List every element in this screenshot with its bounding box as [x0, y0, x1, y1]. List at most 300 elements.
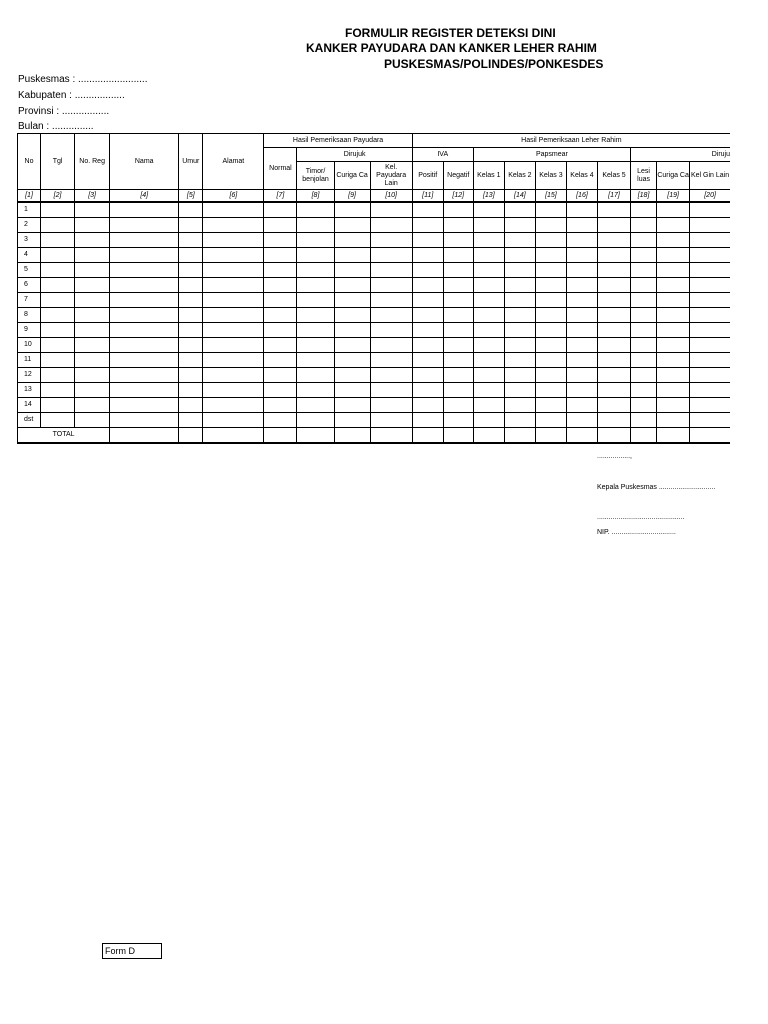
table-cell [690, 323, 730, 338]
signature-name-line: ............................................. [597, 514, 685, 521]
table-cell [41, 413, 75, 428]
table-cell [631, 248, 657, 263]
table-cell [443, 248, 473, 263]
table-cell [443, 338, 473, 353]
table-cell [597, 383, 630, 398]
table-cell [473, 383, 504, 398]
table-cell [443, 263, 473, 278]
column-index-cell: [12] [443, 190, 473, 203]
table-cell [443, 233, 473, 248]
table-cell [657, 308, 690, 323]
table-cell [443, 368, 473, 383]
header-no-reg: No. Reg [75, 134, 110, 190]
total-cell [597, 428, 630, 444]
table-cell [566, 368, 597, 383]
table-cell [690, 383, 730, 398]
table-cell [566, 308, 597, 323]
table-cell [179, 353, 203, 368]
table-cell [370, 338, 412, 353]
table-cell [597, 278, 630, 293]
header-positif: Positif [412, 162, 443, 190]
table-cell [412, 323, 443, 338]
row-number: 11 [18, 353, 41, 368]
row-number: 10 [18, 338, 41, 353]
table-cell [597, 248, 630, 263]
table-cell [264, 353, 297, 368]
table-cell [412, 278, 443, 293]
table-cell [297, 383, 334, 398]
table-cell [110, 218, 179, 233]
table-cell [535, 308, 566, 323]
table-cell [334, 278, 370, 293]
table-cell [631, 338, 657, 353]
table-cell [443, 293, 473, 308]
table-cell [631, 323, 657, 338]
table-cell [657, 218, 690, 233]
table-cell [631, 308, 657, 323]
table-cell [473, 293, 504, 308]
table-cell [690, 202, 730, 218]
table-cell [412, 368, 443, 383]
table-cell [566, 323, 597, 338]
table-cell [566, 353, 597, 368]
column-index-row [18, 190, 731, 203]
table-cell [504, 383, 535, 398]
form-title-line-1: FORMULIR REGISTER DETEKSI DINI [345, 26, 556, 40]
table-cell [75, 202, 110, 218]
table-cell [179, 383, 203, 398]
table-cell [370, 323, 412, 338]
kabupaten-field: Kabupaten : .................. [18, 90, 125, 101]
table-cell [110, 413, 179, 428]
header-dirujuk-leher: Diruju [631, 148, 730, 162]
table-cell [41, 338, 75, 353]
column-index-cell: [9] [334, 190, 370, 203]
table-cell [412, 413, 443, 428]
table-cell [334, 413, 370, 428]
header-lesi-luas: Lesi luas [631, 162, 657, 190]
table-cell [597, 202, 630, 218]
table-cell [264, 308, 297, 323]
table-cell [297, 353, 334, 368]
table-cell [566, 248, 597, 263]
table-cell [597, 233, 630, 248]
table-cell [597, 353, 630, 368]
table-cell [179, 323, 203, 338]
table-cell [297, 248, 334, 263]
header-payudara-group: Hasil Pemeriksaan Payudara [264, 134, 412, 148]
table-cell [179, 278, 203, 293]
table-cell [412, 293, 443, 308]
table-row [18, 398, 731, 413]
table-cell [443, 202, 473, 218]
table-row [18, 233, 731, 248]
total-cell [473, 428, 504, 444]
row-number: 12 [18, 368, 41, 383]
table-cell [179, 398, 203, 413]
table-cell [631, 353, 657, 368]
table-cell [264, 383, 297, 398]
table-cell [334, 368, 370, 383]
register-table [17, 133, 730, 444]
column-index-cell: [20] [690, 190, 730, 203]
table-cell [110, 308, 179, 323]
table-cell [179, 308, 203, 323]
table-row [18, 293, 731, 308]
total-cell [179, 428, 203, 444]
table-cell [41, 383, 75, 398]
table-cell [75, 248, 110, 263]
table-cell [297, 323, 334, 338]
table-cell [690, 293, 730, 308]
table-cell [412, 353, 443, 368]
table-cell [504, 398, 535, 413]
table-cell [657, 248, 690, 263]
table-cell [597, 308, 630, 323]
table-row [18, 413, 731, 428]
total-cell [690, 428, 730, 444]
table-cell [370, 368, 412, 383]
table-row [18, 218, 731, 233]
total-row [18, 428, 731, 444]
table-cell [179, 368, 203, 383]
header-iva: IVA [412, 148, 473, 162]
table-cell [370, 383, 412, 398]
total-cell [334, 428, 370, 444]
table-cell [690, 368, 730, 383]
column-index-cell: [15] [535, 190, 566, 203]
column-index-cell: [19] [657, 190, 690, 203]
table-cell [566, 202, 597, 218]
table-cell [443, 278, 473, 293]
table-cell [566, 338, 597, 353]
table-cell [657, 233, 690, 248]
table-cell [179, 233, 203, 248]
table-cell [297, 398, 334, 413]
table-cell [597, 368, 630, 383]
header-papsmear: Papsmear [473, 148, 630, 162]
table-cell [264, 398, 297, 413]
table-cell [334, 202, 370, 218]
table-cell [657, 293, 690, 308]
table-cell [110, 353, 179, 368]
table-cell [370, 278, 412, 293]
table-cell [566, 383, 597, 398]
table-cell [473, 263, 504, 278]
table-cell [473, 278, 504, 293]
table-cell [297, 413, 334, 428]
table-cell [504, 353, 535, 368]
table-cell [203, 202, 264, 218]
table-cell [370, 248, 412, 263]
table-cell [297, 278, 334, 293]
table-cell [535, 202, 566, 218]
table-cell [631, 263, 657, 278]
total-cell [631, 428, 657, 444]
table-cell [412, 233, 443, 248]
table-cell [535, 278, 566, 293]
table-cell [264, 263, 297, 278]
table-cell [504, 278, 535, 293]
table-cell [75, 338, 110, 353]
row-number: dst [18, 413, 41, 428]
row-number: 7 [18, 293, 41, 308]
column-index-cell: [10] [370, 190, 412, 203]
form-title-line-2: KANKER PAYUDARA DAN KANKER LEHER RAHIM [306, 41, 597, 55]
table-cell [597, 398, 630, 413]
table-cell [370, 308, 412, 323]
column-index-cell: [17] [597, 190, 630, 203]
table-cell [597, 218, 630, 233]
table-cell [504, 218, 535, 233]
table-cell [443, 323, 473, 338]
header-normal: Normal [264, 148, 297, 190]
table-cell [412, 398, 443, 413]
table-cell [203, 383, 264, 398]
table-cell [690, 263, 730, 278]
table-cell [110, 383, 179, 398]
table-cell [473, 308, 504, 323]
table-cell [597, 293, 630, 308]
table-cell [41, 218, 75, 233]
table-cell [203, 263, 264, 278]
header-tumor-benjolan: Timor/ benjolan [297, 162, 334, 190]
total-cell [110, 428, 179, 444]
table-cell [203, 233, 264, 248]
table-row [18, 368, 731, 383]
table-cell [75, 218, 110, 233]
table-cell [566, 218, 597, 233]
column-index-cell: [3] [75, 190, 110, 203]
bulan-field: Bulan : ............... [18, 121, 94, 132]
column-index-cell: [1] [18, 190, 41, 203]
header-curiga-ca: Curiga Ca [334, 162, 370, 190]
table-row [18, 308, 731, 323]
column-index-cell: [4] [110, 190, 179, 203]
table-cell [473, 218, 504, 233]
header-nama: Nama [110, 134, 179, 190]
column-index-cell: [13] [473, 190, 504, 203]
table-cell [334, 233, 370, 248]
table-cell [75, 323, 110, 338]
table-cell [535, 218, 566, 233]
header-leher-rahim-group: Hasil Pemeriksaan Leher Rahim [412, 134, 730, 148]
total-cell [203, 428, 264, 444]
table-cell [473, 338, 504, 353]
table-cell [631, 383, 657, 398]
table-cell [110, 293, 179, 308]
table-cell [657, 338, 690, 353]
table-cell [504, 413, 535, 428]
signature-nip: NIP. ................................. [597, 529, 676, 536]
provinsi-field: Provinsi : ................. [18, 106, 110, 117]
table-cell [370, 263, 412, 278]
table-cell [370, 233, 412, 248]
total-cell [657, 428, 690, 444]
table-cell [504, 323, 535, 338]
table-cell [264, 368, 297, 383]
row-number: 9 [18, 323, 41, 338]
table-cell [334, 308, 370, 323]
table-cell [110, 338, 179, 353]
row-number: 3 [18, 233, 41, 248]
table-cell [690, 398, 730, 413]
table-cell [297, 218, 334, 233]
header-negatif: Negatif [443, 162, 473, 190]
header-no: No [18, 134, 41, 190]
total-cell [535, 428, 566, 444]
header-tgl: Tgl [41, 134, 75, 190]
table-cell [443, 398, 473, 413]
table-cell [334, 293, 370, 308]
row-number: 8 [18, 308, 41, 323]
table-cell [41, 308, 75, 323]
table-cell [370, 218, 412, 233]
table-cell [203, 398, 264, 413]
table-cell [297, 263, 334, 278]
total-cell [370, 428, 412, 444]
table-cell [203, 248, 264, 263]
table-cell [179, 338, 203, 353]
table-cell [41, 398, 75, 413]
table-cell [566, 233, 597, 248]
header-kelas-4: Kelas 4 [566, 162, 597, 190]
table-cell [297, 338, 334, 353]
table-cell [657, 383, 690, 398]
table-cell [504, 368, 535, 383]
table-cell [657, 202, 690, 218]
table-cell [334, 218, 370, 233]
table-cell [412, 308, 443, 323]
table-row [18, 353, 731, 368]
form-title-line-3: PUSKESMAS/POLINDES/PONKESDES [384, 57, 604, 71]
table-cell [690, 248, 730, 263]
table-cell [631, 413, 657, 428]
table-cell [443, 413, 473, 428]
table-cell [657, 398, 690, 413]
table-cell [370, 293, 412, 308]
table-cell [631, 293, 657, 308]
table-cell [370, 413, 412, 428]
table-cell [690, 338, 730, 353]
table-row [18, 202, 731, 218]
total-cell [264, 428, 297, 444]
table-cell [443, 218, 473, 233]
total-cell [412, 428, 443, 444]
form-code-label: Form D [102, 943, 162, 959]
table-cell [41, 353, 75, 368]
row-number: 2 [18, 218, 41, 233]
table-cell [41, 368, 75, 383]
table-row [18, 263, 731, 278]
header-dirujuk-payudara: Dirujuk [297, 148, 412, 162]
table-cell [264, 278, 297, 293]
table-cell [535, 353, 566, 368]
table-cell [334, 353, 370, 368]
table-cell [597, 413, 630, 428]
table-cell [631, 218, 657, 233]
row-number: 5 [18, 263, 41, 278]
table-cell [297, 293, 334, 308]
column-index-cell: [5] [179, 190, 203, 203]
table-cell [657, 413, 690, 428]
table-cell [504, 293, 535, 308]
table-cell [110, 263, 179, 278]
table-cell [75, 398, 110, 413]
table-cell [179, 293, 203, 308]
table-cell [75, 278, 110, 293]
table-row [18, 248, 731, 263]
table-cell [412, 338, 443, 353]
column-index-cell: [6] [203, 190, 264, 203]
table-cell [412, 218, 443, 233]
table-cell [473, 248, 504, 263]
table-cell [334, 338, 370, 353]
table-cell [566, 278, 597, 293]
table-cell [297, 308, 334, 323]
column-index-cell: [16] [566, 190, 597, 203]
table-cell [75, 368, 110, 383]
table-cell [535, 398, 566, 413]
table-row [18, 278, 731, 293]
table-cell [443, 353, 473, 368]
column-index-cell: [11] [412, 190, 443, 203]
table-cell [535, 323, 566, 338]
table-cell [75, 353, 110, 368]
table-cell [75, 233, 110, 248]
header-umur: Umur [179, 134, 203, 190]
header-kelas-1: Kelas 1 [473, 162, 504, 190]
table-cell [690, 233, 730, 248]
column-index-cell: [18] [631, 190, 657, 203]
header-kel-payudara-lain: Kel. Payudara Lain [370, 162, 412, 190]
header-kelas-5: Kelas 5 [597, 162, 630, 190]
table-cell [535, 368, 566, 383]
table-cell [264, 413, 297, 428]
table-cell [657, 368, 690, 383]
table-cell [566, 263, 597, 278]
table-cell [597, 323, 630, 338]
total-label: TOTAL [18, 428, 110, 444]
column-index-cell: [7] [264, 190, 297, 203]
table-cell [535, 338, 566, 353]
table-cell [41, 202, 75, 218]
table-cell [41, 293, 75, 308]
table-cell [370, 398, 412, 413]
table-cell [203, 413, 264, 428]
table-cell [203, 323, 264, 338]
table-cell [657, 278, 690, 293]
table-cell [443, 383, 473, 398]
table-cell [297, 202, 334, 218]
table-cell [631, 202, 657, 218]
table-cell [473, 202, 504, 218]
table-cell [297, 233, 334, 248]
total-cell [566, 428, 597, 444]
signature-place-date: ................., [597, 453, 633, 460]
table-row [18, 323, 731, 338]
table-cell [41, 263, 75, 278]
table-cell [297, 368, 334, 383]
table-cell [535, 383, 566, 398]
table-cell [631, 368, 657, 383]
table-cell [41, 323, 75, 338]
row-number: 14 [18, 398, 41, 413]
table-cell [203, 368, 264, 383]
total-cell [504, 428, 535, 444]
table-cell [535, 233, 566, 248]
table-cell [75, 308, 110, 323]
